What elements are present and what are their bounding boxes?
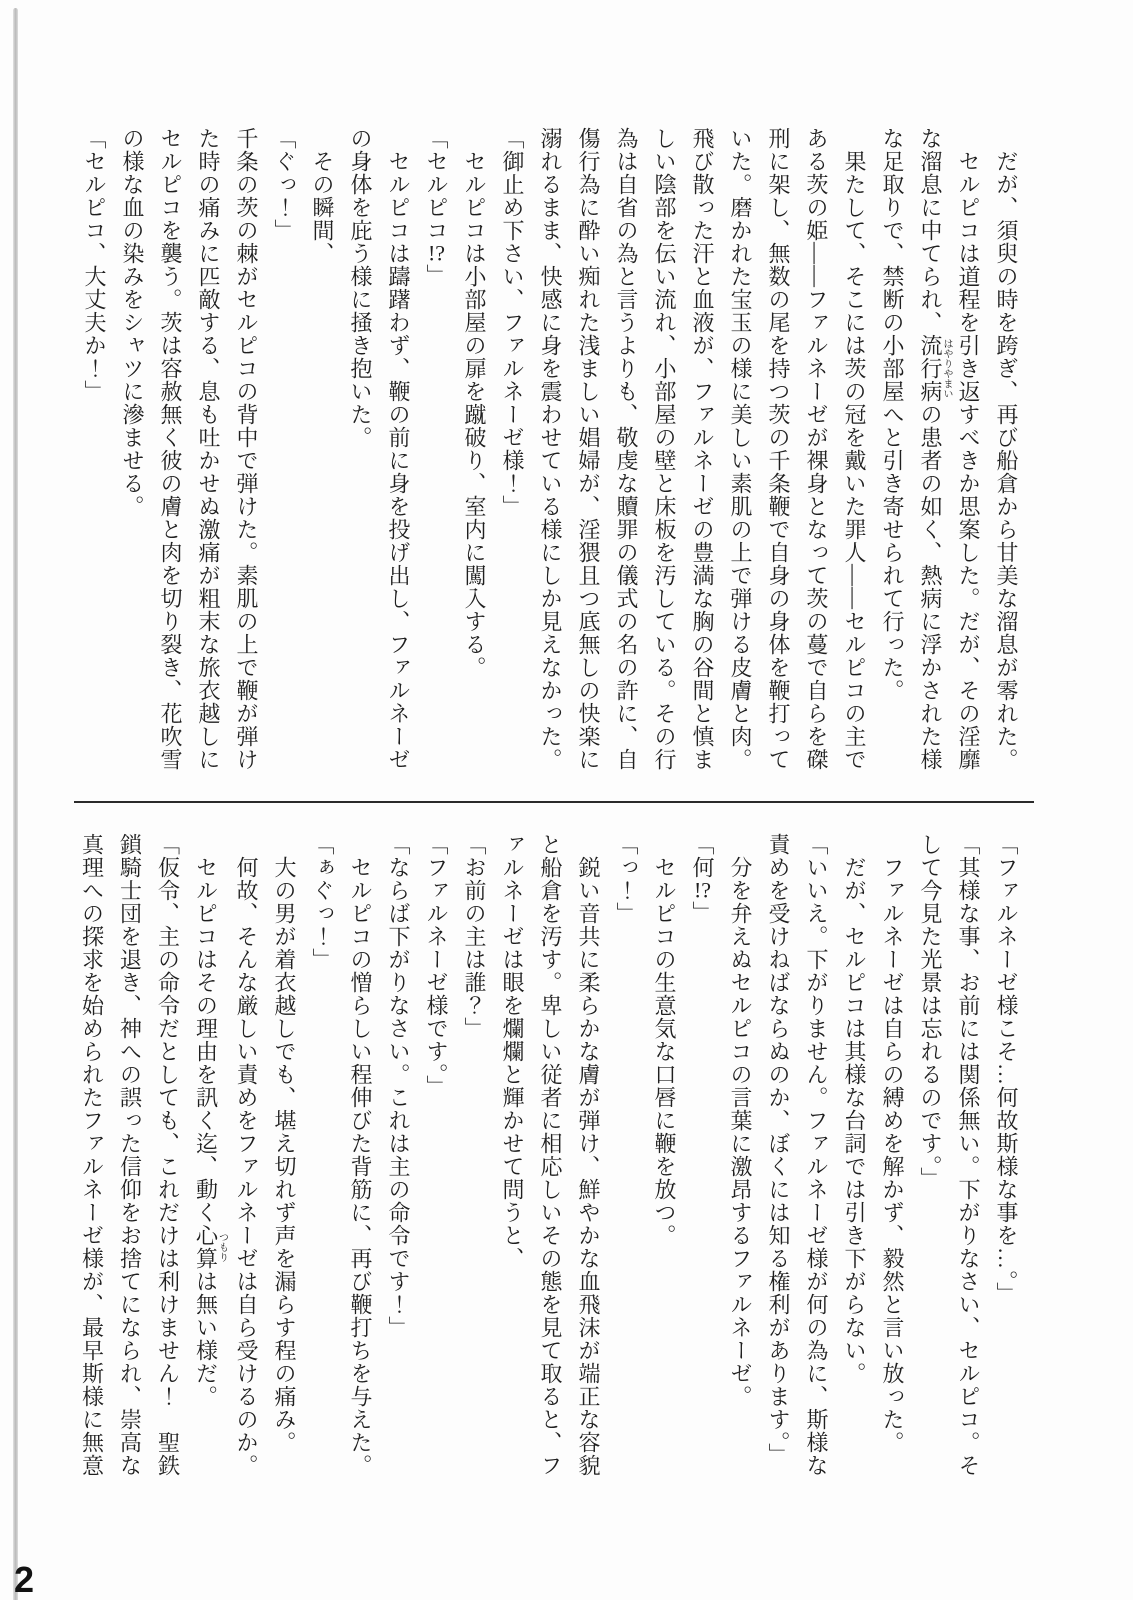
paragraph: 「仮令、主の命令だとしても、これだけは利けません！ 聖鉄鎖騎士団を退き、神への誤った信仰をお捨てになられ、崇高な真理への探求を始められたファルネーゼ様が、最早斯様に無意 [79,833,181,1477]
paragraph: だが、セルピコは其様な台詞では引き下がらない。 [842,833,867,1385]
page-number: 2 [14,1559,35,1600]
paragraph: 「何!?」 [690,833,715,924]
tate-chu-yoko: !? [427,242,446,264]
section-divider [74,801,1034,803]
paragraph: 「御止め下さい、ファルネーゼ様！」 [500,127,525,518]
paragraph: 「ファルネーゼ様です。」 [424,833,449,1098]
paragraph: 千条の茨の棘がセルピコの背中で弾けた。素肌の上で鞭が弾けた時の痛みに匹敵する、息も吐かせぬ激痛が粗末な旅衣越しにセルピコを襲う。茨は容赦無く彼の膚と肉を切り裂き、花吹雪の様な血の染みをシャツに滲ませる。 [120,127,259,771]
paragraph: 大の男が着衣越しでも、堪え切れず声を漏らす程の痛み。 [272,833,297,1454]
paragraph: セルピコはその理由を訊く迄、動く心算つもりは無い様だ。 [193,833,228,1408]
paragraph: 「セルピコ、大丈夫か！」 [82,127,107,403]
paragraph: セルピコは躊躇わず、鞭の前に身を投げ出し、ファルネーゼの身体を庇う様に掻き抱いた。 [348,127,411,771]
paragraph: 鋭い音共に柔らかな膚が弾け、鮮やかな血飛沫が端正な容貌と船倉を汚す。卑しい従者に相応しいその態を見て取ると、ファルネーゼは眼を爛爛と輝かせて問うと、 [500,833,601,1477]
paragraph: 「ならば下がりなさい。これは主の命令です！」 [386,833,411,1339]
paragraph: その瞬間、 [310,127,335,265]
paragraph: セルピコの憎らしい程伸びた背筋に、再び鞭打ちを与えた。 [348,833,373,1477]
tate-chu-yoko: !? [693,879,712,901]
scan-edge-line [13,8,18,1600]
paragraph: だが、須臾の時を跨ぎ、再び船倉から甘美な溜息が零れた。 [994,127,1019,771]
paragraph: 「ぐっ！」 [272,127,297,242]
paragraph: ファルネーゼは自らの縛めを解かず、毅然と言い放った。 [880,833,905,1454]
paragraph: 「いいえ。下がりません。ファルネーゼ様が何の為に、斯様な責めを受けねばならぬのか、ぼくには知る権利があります。」 [766,833,829,1477]
paragraph: 分を弁えぬセルピコの言葉に激昂するファルネーゼ。 [728,833,753,1408]
paragraph: セルピコの生意気な口唇に鞭を放つ。 [652,833,677,1247]
paragraph: セルピコは小部屋の扉を蹴破り、室内に闖入する。 [462,127,487,679]
paragraph: 「ぁぐっ！」 [310,833,335,971]
furigana-term: 心算つもり [193,1224,228,1270]
furigana-term: 流行病はやりやまい [918,334,952,403]
paragraph: 「其様な事、お前には関係無い。下がりなさい、セルピコ。そして今見た光景は忘れるのです。」 [918,833,981,1477]
story-text-top-section [75,127,1025,775]
paragraph: 「セルピコ!?」 [424,127,449,287]
paragraph: 果たして、そこには茨の冠を戴いた罪人――セルピコの主である茨の姫――ファルネーゼが裸身となって茨の蔓で自らを磔刑に架し、無数の尾を持つ茨の千条鞭で自身の身体を鞭打っていた。磨かれた宝玉の様に美しい素肌の上で弾ける皮膚と肉。飛び散った汗と血液が、ファルネーゼの豊満な胸の谷間と慎ましい陰部を伝い流れ、小部屋の壁と床板を汚している。その行為は自省の為と言うよりも、敬虔な贖罪の儀式の名の許に、自傷行為に酔い痴れた浅ましい娼婦が、淫猥且つ底無しの快楽に溺れるまま、快感に身を震わせている様にしか見えなかった。 [538,127,867,771]
story-text-bottom-section [73,833,1026,1485]
paragraph: 「ファルネーゼ様こそ…何故斯様な事を…。」 [994,833,1019,1305]
paragraph: 何故、そんな厳しい責めをファルネーゼは自ら受けるのか。 [234,833,259,1477]
paragraph: 「お前の主は誰？」 [462,833,487,1040]
paragraph: 「っ！」 [614,833,639,925]
paragraph: セルピコは道程を引き返すべきか思案した。だが、その淫靡な溜息に中てられ、流行病はやりやまいの患者の如く、熱病に浮かされた様な足取りで、禁断の小部屋へと引き寄せられて行った。 [880,127,981,771]
